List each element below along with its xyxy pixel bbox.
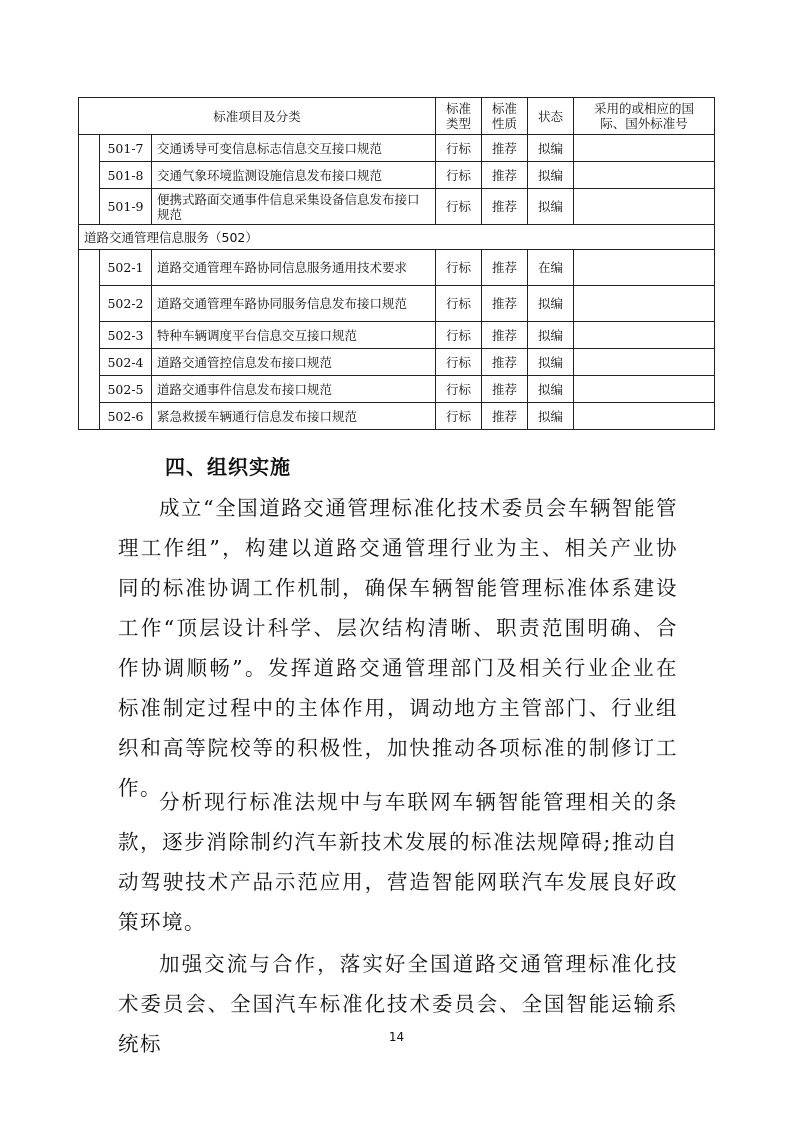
name-cell: 道路交通管理车路协同信息服务通用技术要求 (152, 250, 436, 286)
indent-cell (79, 250, 100, 430)
code-cell: 501-7 (100, 135, 152, 162)
status-cell: 拟编 (528, 403, 574, 430)
type-cell: 行标 (436, 322, 482, 349)
standards-table (78, 97, 715, 430)
reference-cell (574, 250, 715, 286)
table-row (79, 250, 715, 286)
group-row (79, 225, 715, 250)
table-row (79, 376, 715, 403)
nature-cell: 推荐 (482, 403, 528, 430)
name-cell: 交通气象环境监测设施信息发布接口规范 (152, 162, 436, 189)
paragraph: 成立“全国道路交通管理标准化技术委员会车辆智能管理工作组”，构建以道路交通管理行业为主、相关产业协同的标准协调工作机制，确保车辆智能管理标准体系建设工作“顶层设计科学、层次结构清晰、职责范围明确、合作协调顺畅”。发挥道路交通管理部门及相关行业企业在标准制定过程中的主体作用，调动地方主管部门、行业组织和高等院校等的积极性，加快推动各项标准的制修订工作。 (118, 496, 678, 800)
header-reference: 采用的或相应的国 际、国外标准号 (574, 98, 715, 135)
indent-cell (79, 135, 100, 225)
section-heading: 四、组织实施 (165, 455, 291, 479)
name-cell: 便携式路面交通事件信息采集设备信息发布接口规范 (152, 189, 436, 225)
code-cell: 502-6 (100, 403, 152, 430)
status-cell: 拟编 (528, 376, 574, 403)
status-cell: 拟编 (528, 162, 574, 189)
type-cell: 行标 (436, 189, 482, 225)
name-cell: 交通诱导可变信息标志信息交互接口规范 (152, 135, 436, 162)
reference-cell (574, 286, 715, 322)
name-cell: 道路交通管控信息发布接口规范 (152, 349, 436, 376)
table-row (79, 322, 715, 349)
paragraph: 分析现行标准法规中与车联网车辆智能管理相关的条款，逐步消除制约汽车新技术发展的标准法规障碍;推动自动驾驶技术产品示范应用，营造智能网联汽车发展良好政策环境。 (118, 790, 678, 934)
code-cell: 501-9 (100, 189, 152, 225)
reference-cell (574, 322, 715, 349)
table-row (79, 403, 715, 430)
type-cell: 行标 (436, 286, 482, 322)
name-cell: 道路交通管理车路协同服务信息发布接口规范 (152, 286, 436, 322)
table-row (79, 349, 715, 376)
type-cell: 行标 (436, 403, 482, 430)
paragraph: 加强交流与合作，落实好全国道路交通管理标准化技术委员会、全国汽车标准化技术委员会、全国智能运输系统标 (118, 952, 678, 1056)
type-cell: 行标 (436, 349, 482, 376)
code-cell: 501-8 (100, 162, 152, 189)
group-title-502: 道路交通管理信息服务（502） (79, 225, 715, 250)
reference-cell (574, 162, 715, 189)
header-type: 标准 类型 (436, 98, 482, 135)
header-nature: 标准 性质 (482, 98, 528, 135)
status-cell: 在编 (528, 250, 574, 286)
name-cell: 特种车辆调度平台信息交互接口规范 (152, 322, 436, 349)
reference-cell (574, 376, 715, 403)
code-cell: 502-1 (100, 250, 152, 286)
nature-cell: 推荐 (482, 250, 528, 286)
reference-cell (574, 135, 715, 162)
status-cell: 拟编 (528, 322, 574, 349)
nature-cell: 推荐 (482, 162, 528, 189)
type-cell: 行标 (436, 376, 482, 403)
header-category: 标准项目及分类 (79, 98, 436, 135)
table-row (79, 189, 715, 225)
reference-cell (574, 189, 715, 225)
status-cell: 拟编 (528, 349, 574, 376)
nature-cell: 推荐 (482, 135, 528, 162)
name-cell: 紧急救援车辆通行信息发布接口规范 (152, 403, 436, 430)
reference-cell (574, 403, 715, 430)
code-cell: 502-3 (100, 322, 152, 349)
type-cell: 行标 (436, 162, 482, 189)
status-cell: 拟编 (528, 286, 574, 322)
type-cell: 行标 (436, 135, 482, 162)
name-cell: 道路交通事件信息发布接口规范 (152, 376, 436, 403)
table-row (79, 286, 715, 322)
type-cell: 行标 (436, 250, 482, 286)
table-row (79, 162, 715, 189)
page-number: 14 (388, 1030, 405, 1044)
code-cell: 502-5 (100, 376, 152, 403)
status-cell: 拟编 (528, 135, 574, 162)
nature-cell: 推荐 (482, 286, 528, 322)
table-row (79, 135, 715, 162)
header-status: 状态 (528, 98, 574, 135)
table-header-row (79, 98, 715, 135)
nature-cell: 推荐 (482, 376, 528, 403)
code-cell: 502-2 (100, 286, 152, 322)
nature-cell: 推荐 (482, 322, 528, 349)
status-cell: 拟编 (528, 189, 574, 225)
nature-cell: 推荐 (482, 189, 528, 225)
nature-cell: 推荐 (482, 349, 528, 376)
reference-cell (574, 349, 715, 376)
code-cell: 502-4 (100, 349, 152, 376)
